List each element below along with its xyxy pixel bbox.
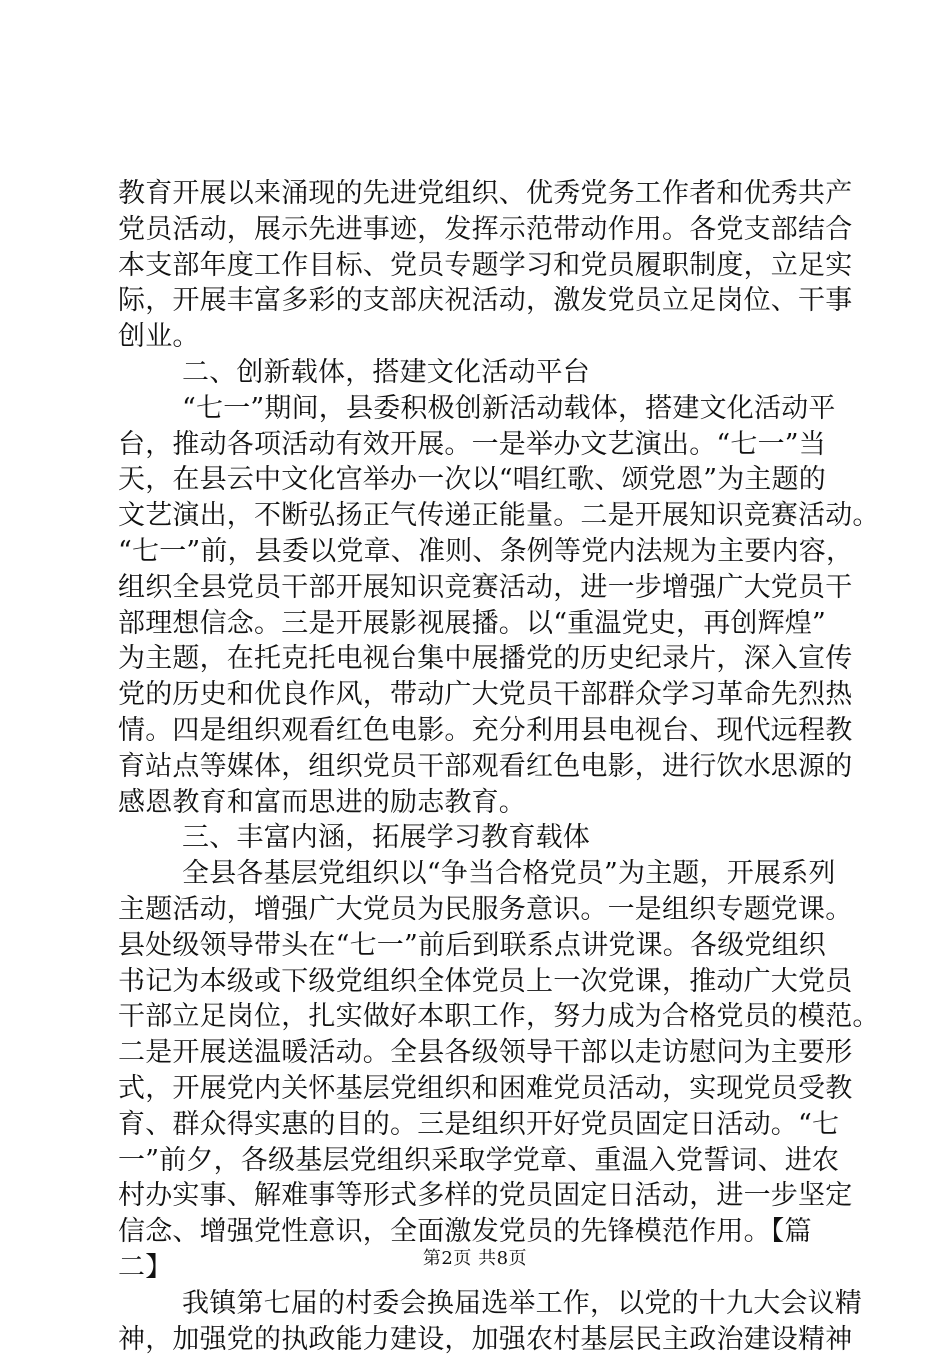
paragraph-line: 际，开展丰富多彩的支部庆祝活动，激发党员立足岗位、干事 <box>118 283 838 319</box>
page-number-footer: 第2页 共8页 <box>0 1244 950 1270</box>
paragraph-line: 教育开展以来涌现的先进党组织、优秀党务工作者和优秀共产 <box>118 176 838 212</box>
paragraph-line: 党员活动，展示先进事迹，发挥示范带动作用。各党支部结合 <box>118 212 838 248</box>
paragraph-line: 全县各基层党组织以“争当合格党员”为主题，开展系列 <box>118 856 838 892</box>
document-body <box>118 176 838 1357</box>
paragraph-line: 育站点等媒体，组织党员干部观看红色电影，进行饮水思源的 <box>118 749 838 785</box>
paragraph-line: 组织全县党员干部开展知识竞赛活动，进一步增强广大党员干 <box>118 570 838 606</box>
paragraph-line: 本支部年度工作目标、党员专题学习和党员履职制度，立足实 <box>118 248 838 284</box>
paragraph-line: 二是开展送温暖活动。全县各级领导干部以走访慰问为主要形 <box>118 1035 838 1071</box>
paragraph-line: 神，加强党的执政能力建设，加强农村基层民主政治建设精神 <box>118 1322 838 1357</box>
paragraph-line: 感恩教育和富而思进的励志教育。 <box>118 785 838 821</box>
section-heading: 三、丰富内涵，拓展学习教育载体 <box>118 820 838 856</box>
paragraph-line: 村办实事、解难事等形式多样的党员固定日活动，进一步坚定 <box>118 1178 838 1214</box>
paragraph-line: 部理想信念。三是开展影视展播。以“重温党史，再创辉煌” <box>118 606 838 642</box>
paragraph-line: 县处级领导带头在“七一”前后到联系点讲党课。各级党组织 <box>118 928 838 964</box>
paragraph-line: 创业。 <box>118 319 838 355</box>
paragraph-line: 干部立足岗位，扎实做好本职工作，努力成为合格党员的模范。 <box>118 999 838 1035</box>
paragraph-line: 信念、增强党性意识，全面激发党员的先锋模范作用。【篇 <box>118 1214 838 1250</box>
paragraph-line: 天，在县云中文化宫举办一次以“唱红歌、颂党恩”为主题的 <box>118 462 838 498</box>
paragraph-line: 台，推动各项活动有效开展。一是举办文艺演出。“七一”当 <box>118 427 838 463</box>
paragraph-line: 二】 <box>118 1250 838 1286</box>
paragraph-line: 党的历史和优良作风，带动广大党员干部群众学习革命先烈热 <box>118 677 838 713</box>
paragraph-line: 一”前夕，各级基层党组织采取学党章、重温入党誓词、进农 <box>118 1143 838 1179</box>
paragraph-line: “七一”期间，县委积极创新活动载体，搭建文化活动平 <box>118 391 838 427</box>
paragraph-line: “七一”前，县委以党章、准则、条例等党内法规为主要内容， <box>118 534 838 570</box>
paragraph-line: 情。四是组织观看红色电影。充分利用县电视台、现代远程教 <box>118 713 838 749</box>
paragraph-line: 为主题，在托克托电视台集中展播党的历史纪录片，深入宣传 <box>118 641 838 677</box>
paragraph-line: 育、群众得实惠的目的。三是组织开好党员固定日活动。“七 <box>118 1107 838 1143</box>
paragraph-line: 式，开展党内关怀基层党组织和困难党员活动，实现党员受教 <box>118 1071 838 1107</box>
paragraph-line: 主题活动，增强广大党员为民服务意识。一是组织专题党课。 <box>118 892 838 928</box>
paragraph-line: 文艺演出，不断弘扬正气传递正能量。二是开展知识竞赛活动。 <box>118 498 838 534</box>
section-heading: 二、创新载体，搭建文化活动平台 <box>118 355 838 391</box>
paragraph-line: 书记为本级或下级党组织全体党员上一次党课，推动广大党员 <box>118 964 838 1000</box>
paragraph-line: 我镇第七届的村委会换届选举工作，以党的十九大会议精 <box>118 1286 838 1322</box>
